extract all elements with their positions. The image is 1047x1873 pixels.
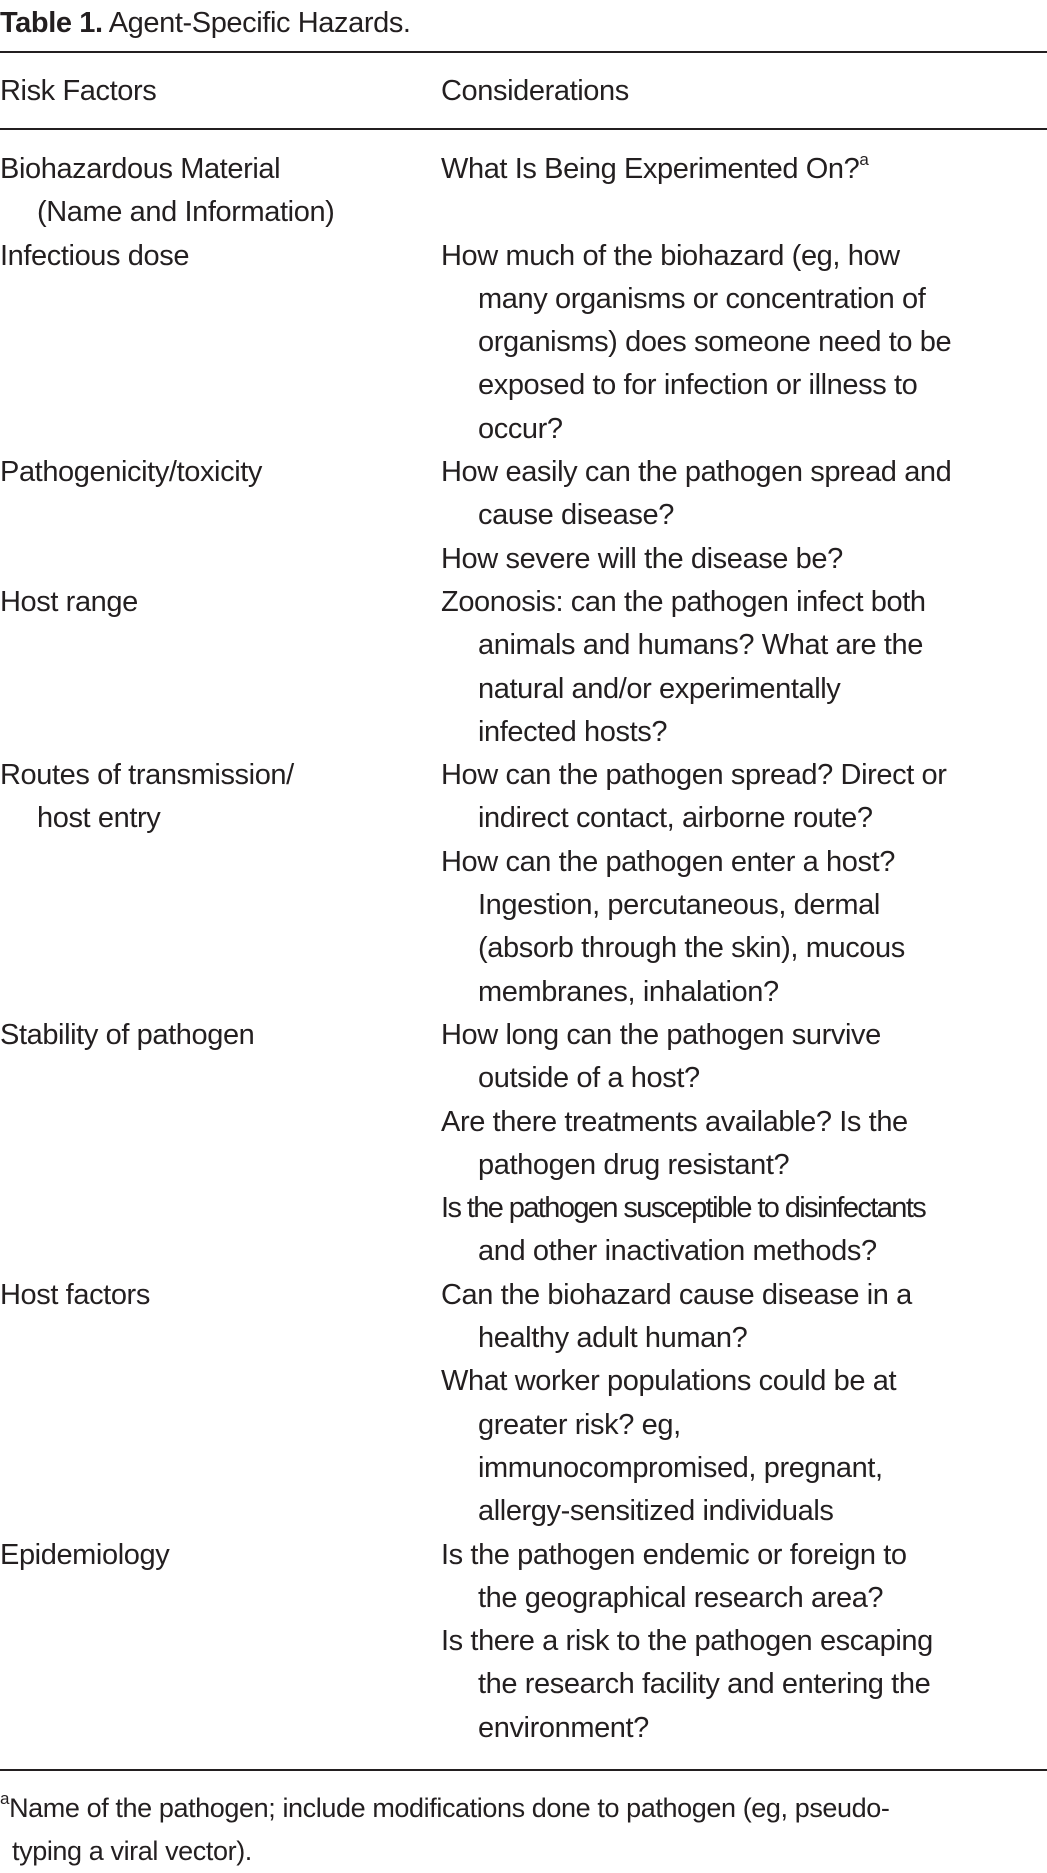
table-header: [0, 70, 1047, 113]
consideration-text: the research facility and entering the: [478, 1668, 931, 1701]
table-label: Table 1.: [0, 7, 103, 39]
consideration-text: cause disease?: [478, 499, 674, 532]
consideration-line: [441, 1317, 1047, 1360]
risk-factor-cell: [0, 451, 441, 581]
consideration: [441, 1360, 1047, 1533]
risk-factor-line: Infectious dose: [0, 239, 190, 272]
header-rule: [0, 128, 1047, 130]
consideration: [441, 235, 1047, 451]
table-row: [0, 754, 1047, 1014]
consideration-text: immunocompromised, pregnant,: [478, 1451, 883, 1484]
risk-factor-cell: [0, 1534, 441, 1750]
consideration-line: [441, 711, 1047, 754]
risk-factor-line: Host range: [0, 585, 138, 618]
table-row: [0, 235, 1047, 451]
consideration-text: organisms) does someone need to be: [478, 326, 952, 359]
risk-factor-cell: [0, 235, 441, 451]
table-row: [0, 148, 1047, 235]
consideration-text: healthy adult human?: [478, 1322, 748, 1355]
consideration: [441, 1014, 1047, 1101]
consideration-line: [441, 148, 1047, 191]
consideration-text: the geographical research area?: [478, 1581, 884, 1614]
table-row: [0, 581, 1047, 754]
bottom-rule: [0, 1769, 1047, 1771]
consideration-line: [441, 1620, 1047, 1663]
consideration-text: natural and/or experimentally: [478, 672, 841, 705]
risk-factor-cell: [0, 1274, 441, 1534]
header-risk-factors: Risk Factors: [0, 75, 157, 107]
consideration-text: outside of a host?: [478, 1062, 700, 1095]
consideration-text: How severe will the disease be?: [441, 542, 843, 575]
consideration-text: Can the biohazard cause disease in a: [441, 1278, 912, 1311]
consideration-line: [441, 1101, 1047, 1144]
consideration-line: [441, 1274, 1047, 1317]
risk-factor-line: Host factors: [0, 1278, 150, 1311]
consideration-line: [441, 754, 1047, 797]
consideration-text: Is the pathogen endemic or foreign to: [441, 1538, 907, 1571]
table-title: [0, 2, 411, 45]
consideration-line: [441, 1707, 1047, 1750]
footnote-line: Name of the pathogen; include modifications done to pathogen (eg, pseudo-: [9, 1793, 890, 1823]
top-rule: [0, 51, 1047, 53]
consideration-line: [441, 1187, 1047, 1230]
considerations-cell: [441, 1534, 1047, 1750]
consideration-line: [441, 451, 1047, 494]
consideration-line: [441, 408, 1047, 451]
consideration: [441, 841, 1047, 1014]
considerations-cell: [441, 148, 1047, 235]
consideration-text: How long can the pathogen survive: [441, 1018, 881, 1051]
consideration-text: animals and humans? What are the: [478, 629, 924, 662]
consideration-line: [441, 1144, 1047, 1187]
risk-factor-line: (Name and Information): [37, 196, 335, 229]
consideration-line: [441, 971, 1047, 1014]
footnote-mark: a: [0, 1789, 10, 1808]
header-considerations: Considerations: [441, 75, 629, 107]
considerations-cell: [441, 1274, 1047, 1534]
consideration: [441, 1187, 1047, 1274]
consideration-line: [441, 538, 1047, 581]
consideration: [441, 538, 1047, 581]
consideration: [441, 1620, 1047, 1750]
risk-factor-line: Routes of transmission/: [0, 759, 294, 792]
risk-factor-cell: [0, 1014, 441, 1274]
consideration-text: (absorb through the skin), mucous: [478, 932, 905, 965]
consideration-line: [441, 668, 1047, 711]
consideration-text: many organisms or concentration of: [478, 282, 926, 315]
table-caption: Agent-Specific Hazards.: [108, 7, 411, 39]
risk-factor-line: Biohazardous Material: [0, 153, 281, 185]
consideration: [441, 581, 1047, 754]
consideration-text: How can the pathogen enter a host?: [441, 845, 895, 878]
consideration-line: [441, 494, 1047, 537]
consideration: [441, 1534, 1047, 1621]
footnote-line: typing a viral vector).: [12, 1836, 252, 1866]
consideration-line: [441, 1057, 1047, 1100]
consideration-line: [441, 1577, 1047, 1620]
consideration-line: [441, 364, 1047, 407]
consideration-line: [441, 1404, 1047, 1447]
consideration-text: occur?: [478, 412, 563, 445]
footnote-ref: a: [859, 150, 869, 169]
consideration-text: Are there treatments available? Is the: [441, 1105, 908, 1138]
consideration-line: [441, 321, 1047, 364]
consideration-text: Is the pathogen susceptible to disinfectants: [441, 1192, 926, 1225]
consideration-text: How easily can the pathogen spread and: [441, 456, 952, 489]
consideration-text: How much of the biohazard (eg, how: [441, 239, 900, 272]
risk-factor-cell: [0, 581, 441, 754]
consideration-line: [441, 927, 1047, 970]
consideration-line: [441, 235, 1047, 278]
consideration-line: [441, 278, 1047, 321]
consideration: [441, 148, 1047, 191]
considerations-cell: [441, 451, 1047, 581]
consideration-text: What worker populations could be at: [441, 1365, 897, 1398]
consideration-line: [441, 1014, 1047, 1057]
consideration: [441, 754, 1047, 841]
considerations-cell: [441, 235, 1047, 451]
consideration-line: [441, 1534, 1047, 1577]
considerations-cell: [441, 1014, 1047, 1274]
consideration-line: [441, 624, 1047, 667]
consideration-line: [441, 581, 1047, 624]
table-row: [0, 451, 1047, 581]
consideration-text: How can the pathogen spread? Direct or: [441, 759, 947, 792]
consideration-text: and other inactivation methods?: [478, 1235, 877, 1268]
consideration-line: [441, 797, 1047, 840]
consideration-text: environment?: [478, 1711, 649, 1744]
consideration-text: membranes, inhalation?: [478, 975, 779, 1008]
consideration: [441, 1274, 1047, 1361]
risk-factor-line: Pathogenicity/toxicity: [0, 456, 262, 489]
consideration-text: indirect contact, airborne route?: [478, 802, 873, 835]
consideration-text: exposed to for infection or illness to: [478, 369, 918, 402]
consideration-text: allergy-sensitized individuals: [478, 1495, 834, 1528]
consideration: [441, 1101, 1047, 1188]
consideration-line: [441, 1447, 1047, 1490]
consideration-text: Zoonosis: can the pathogen infect both: [441, 585, 926, 618]
consideration-line: [441, 1663, 1047, 1706]
consideration-line: [441, 884, 1047, 927]
table-body: [0, 148, 1047, 1750]
risk-factor-cell: [0, 148, 441, 235]
consideration: [441, 451, 1047, 538]
considerations-cell: [441, 581, 1047, 754]
risk-factor-line: Stability of pathogen: [0, 1018, 255, 1051]
consideration-text: greater risk? eg,: [478, 1408, 681, 1441]
table-row: [0, 1534, 1047, 1750]
consideration-text: pathogen drug resistant?: [478, 1148, 790, 1181]
consideration-line: [441, 1230, 1047, 1273]
consideration-text: Is there a risk to the pathogen escaping: [441, 1625, 933, 1658]
consideration-text: What Is Being Experimented On?: [441, 153, 860, 185]
risk-factor-line: host entry: [37, 802, 161, 835]
table-row: [0, 1014, 1047, 1274]
table-row: [0, 1274, 1047, 1534]
risk-factor-cell: [0, 754, 441, 1014]
considerations-cell: [441, 754, 1047, 1014]
consideration-text: infected hosts?: [478, 715, 668, 748]
consideration-line: [441, 1490, 1047, 1533]
consideration-line: [441, 1360, 1047, 1403]
consideration-line: [441, 841, 1047, 884]
consideration-text: Ingestion, percutaneous, dermal: [478, 889, 880, 922]
risk-factor-line: Epidemiology: [0, 1538, 170, 1571]
footnote: [0, 1787, 890, 1873]
